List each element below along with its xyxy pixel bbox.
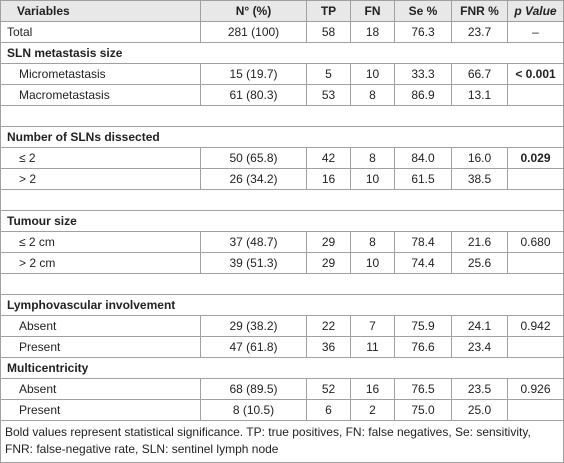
cell-fn: 16 xyxy=(351,379,395,400)
table-row xyxy=(1,232,564,253)
cell-fn: 7 xyxy=(351,316,395,337)
cell-se: 33.3 xyxy=(395,64,452,85)
cell-tp: 29 xyxy=(307,232,351,253)
spacer-cell xyxy=(1,190,564,211)
cell-se: 75.9 xyxy=(395,316,452,337)
row-label: > 2 xyxy=(1,169,201,190)
cell-n: 50 (65.8) xyxy=(201,148,307,169)
cell-p-empty xyxy=(508,85,564,106)
cell-fnr: 38.5 xyxy=(452,169,508,190)
cell-fnr: 23.5 xyxy=(452,379,508,400)
table-row xyxy=(1,64,564,85)
table-row xyxy=(1,379,564,400)
group-header-sln-size xyxy=(1,43,564,64)
cell-se: 61.5 xyxy=(395,169,452,190)
cell-se: 78.4 xyxy=(395,232,452,253)
total-tp: 58 xyxy=(307,22,351,43)
footnote-row xyxy=(1,421,564,463)
group-title: Lymphovascular involvement xyxy=(1,295,564,316)
cell-p-value: 0.926 xyxy=(508,379,564,400)
row-label: Macrometastasis xyxy=(1,85,201,106)
cell-tp: 22 xyxy=(307,316,351,337)
cell-fnr: 21.6 xyxy=(452,232,508,253)
cell-fnr: 25.0 xyxy=(452,400,508,421)
cell-fn: 10 xyxy=(351,169,395,190)
row-label: ≤ 2 cm xyxy=(1,232,201,253)
header-se: Se % xyxy=(395,1,452,22)
cell-fnr: 66.7 xyxy=(452,64,508,85)
spacer-cell xyxy=(1,274,564,295)
row-label: Micrometastasis xyxy=(1,64,201,85)
table-row xyxy=(1,400,564,421)
total-row xyxy=(1,22,564,43)
cell-tp: 6 xyxy=(307,400,351,421)
cell-tp: 16 xyxy=(307,169,351,190)
cell-fnr: 24.1 xyxy=(452,316,508,337)
group-header-tumour-size xyxy=(1,211,564,232)
cell-tp: 53 xyxy=(307,85,351,106)
total-fnr: 23.7 xyxy=(452,22,508,43)
table-row xyxy=(1,253,564,274)
cell-fn: 8 xyxy=(351,148,395,169)
cell-fnr: 16.0 xyxy=(452,148,508,169)
spacer-cell xyxy=(1,106,564,127)
cell-n: 26 (34.2) xyxy=(201,169,307,190)
total-p: – xyxy=(508,22,564,43)
cell-fn: 10 xyxy=(351,64,395,85)
header-row xyxy=(1,1,564,22)
group-title: Multicentricity xyxy=(1,358,564,379)
header-fn: FN xyxy=(351,1,395,22)
cell-n: 8 (10.5) xyxy=(201,400,307,421)
cell-p-value: 0.942 xyxy=(508,316,564,337)
cell-fnr: 23.4 xyxy=(452,337,508,358)
header-variables: Variables xyxy=(1,1,201,22)
spacer-row xyxy=(1,190,564,211)
cell-p-empty xyxy=(508,337,564,358)
header-tp: TP xyxy=(307,1,351,22)
header-n-pct: N° (%) xyxy=(201,1,307,22)
total-label: Total xyxy=(1,22,201,43)
cell-se: 76.6 xyxy=(395,337,452,358)
group-header-lymphovascular xyxy=(1,295,564,316)
group-title: Number of SLNs dissected xyxy=(1,127,564,148)
cell-se: 76.5 xyxy=(395,379,452,400)
cell-p-value: 0.029 xyxy=(508,148,564,169)
cell-n: 15 (19.7) xyxy=(201,64,307,85)
row-label: Absent xyxy=(1,316,201,337)
cell-tp: 29 xyxy=(307,253,351,274)
cell-se: 75.0 xyxy=(395,400,452,421)
cell-p-empty xyxy=(508,253,564,274)
group-title: SLN metastasis size xyxy=(1,43,564,64)
cell-tp: 36 xyxy=(307,337,351,358)
cell-tp: 5 xyxy=(307,64,351,85)
cell-p-value: 0.680 xyxy=(508,232,564,253)
cell-tp: 52 xyxy=(307,379,351,400)
cell-p-empty xyxy=(508,169,564,190)
total-se: 76.3 xyxy=(395,22,452,43)
cell-fn: 10 xyxy=(351,253,395,274)
table-row xyxy=(1,85,564,106)
cell-fn: 2 xyxy=(351,400,395,421)
total-n: 281 (100) xyxy=(201,22,307,43)
row-label: ≤ 2 xyxy=(1,148,201,169)
cell-fnr: 25.6 xyxy=(452,253,508,274)
table-row xyxy=(1,169,564,190)
group-header-multicentricity xyxy=(1,358,564,379)
row-label: Present xyxy=(1,400,201,421)
header-fnr: FNR % xyxy=(452,1,508,22)
cell-fnr: 13.1 xyxy=(452,85,508,106)
group-header-num-slns xyxy=(1,127,564,148)
table-row xyxy=(1,337,564,358)
cell-n: 47 (61.8) xyxy=(201,337,307,358)
cell-se: 84.0 xyxy=(395,148,452,169)
table-row xyxy=(1,316,564,337)
cell-n: 68 (89.5) xyxy=(201,379,307,400)
cell-tp: 42 xyxy=(307,148,351,169)
cell-n: 61 (80.3) xyxy=(201,85,307,106)
cell-se: 86.9 xyxy=(395,85,452,106)
cell-n: 29 (38.2) xyxy=(201,316,307,337)
table-row xyxy=(1,148,564,169)
row-label: > 2 cm xyxy=(1,253,201,274)
row-label: Present xyxy=(1,337,201,358)
group-title: Tumour size xyxy=(1,211,564,232)
table-footnote: Bold values represent statistical significance. TP: true positives, FN: false negatives, Se: sensitivity, FNR: false-negative rate, SLN: sentinel lymph node xyxy=(1,421,564,463)
cell-fn: 8 xyxy=(351,232,395,253)
cell-fn: 8 xyxy=(351,85,395,106)
total-fn: 18 xyxy=(351,22,395,43)
cell-n: 37 (48.7) xyxy=(201,232,307,253)
header-p-value: p Value xyxy=(508,1,564,22)
cell-se: 74.4 xyxy=(395,253,452,274)
spacer-row xyxy=(1,106,564,127)
cell-n: 39 (51.3) xyxy=(201,253,307,274)
cell-p-value: < 0.001 xyxy=(508,64,564,85)
cell-fn: 11 xyxy=(351,337,395,358)
row-label: Absent xyxy=(1,379,201,400)
spacer-row xyxy=(1,274,564,295)
cell-p-empty xyxy=(508,400,564,421)
